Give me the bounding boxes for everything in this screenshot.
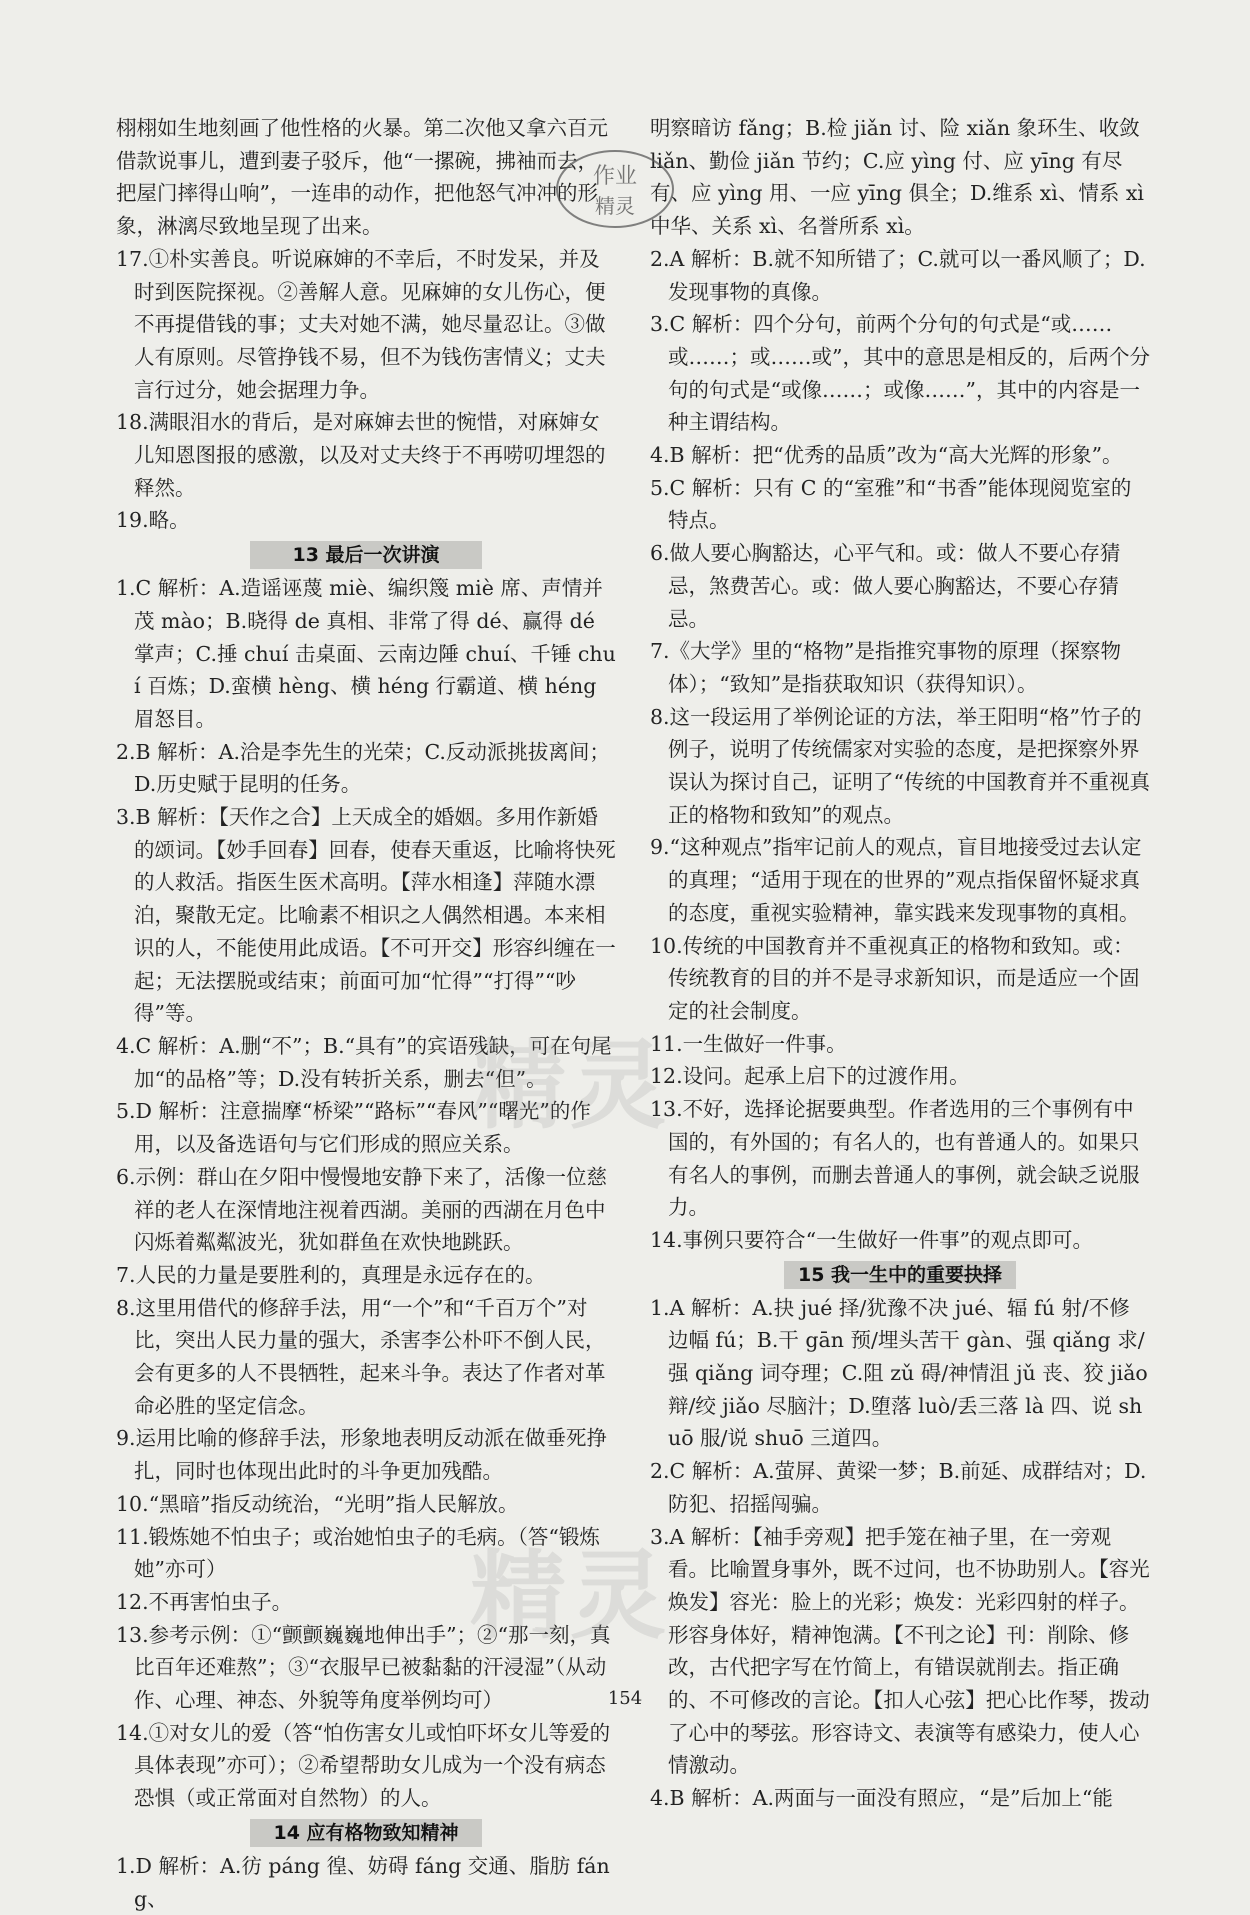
answer-13-7: 7.人民的力量是要胜利的，真理是永远存在的。 (116, 1262, 546, 1287)
answer-14-2: 2.A 解析：B.就不知所错了；C.就可以一番风顺了；D.发现事物的真像。 (650, 246, 1146, 304)
answer-13-5: 5.D 解析：注意揣摩“桥梁”“路标”“春风”“曙光”的作用，以及备选语句与它们形成的照应关系。 (116, 1099, 591, 1157)
answer-13-14: 14.①对女儿的爱（答“怕伤害女儿或怕吓坏女儿等爱的具体表现”亦可）；②希望帮助女儿成为一个没有病态恐惧（或正常面对自然物）的人。 (116, 1720, 611, 1811)
answer-14-10: 10.传统的中国教育并不重视真正的格物和致知。或：传统教育的目的并不是寻求新知识，而是适应一个固定的社会制度。 (650, 933, 1140, 1023)
answer-19: 19.略。 (116, 508, 190, 533)
answer-14-9: 9.“这种观点”指牢记前人的观点，盲目地接受过去认定的真理；“适用于现在的世界的”观点指保留怀疑求真的态度，重视实验精神，靠实践来发现事物的真相。 (650, 835, 1142, 925)
answer-14-13: 13.不好，选择论据要典型。作者选用的三个事例有中国的，有外国的；有名人的，也有普通人的。如果只有名人的事例，而删去普通人的事例，就会缺乏说服力。 (650, 1097, 1140, 1220)
answer-13-10: 10.“黑暗”指反动统治，“光明”指人民解放。 (116, 1491, 519, 1516)
answer-15-2: 2.C 解析：A.萤屏、黄梁一梦；B.前延、成群结对；D.防犯、招摇闯骗。 (650, 1459, 1147, 1516)
answer-14-7: 7.《大学》里的“格物”是指推究事物的原理（探察物体）；“致知”是指获取知识（获得知识）。 (650, 639, 1122, 696)
section-header-13: 13 最后一次讲演 (250, 541, 482, 569)
right-column (650, 112, 1155, 1815)
answer-13-2: 2.B 解析：A.洽是李先生的光荣；C.反动派挑拔离间；D.历史赋于昆明的任务。 (116, 739, 610, 797)
watermark-text-1: 精灵 (470, 1030, 670, 1142)
answer-13-1: 1.C 解析：A.造谣诬蔑 miè、编织篾 miè 席、声情并茂 mào；B.晓得 de 真相、非常了得 dé、赢得 dé 掌声；C.捶 chuí 击桌面、云南边陲 chuí、千锤 chuí 百炼；D.蛮横 hèng、横 héng 行霸道、横 héng 眉怒目。 (116, 576, 616, 731)
stamp-text-top: 作业 (592, 164, 638, 189)
answer-13-12: 12.不再害怕虫子。 (116, 1589, 293, 1614)
answer-14-14: 14.事例只要符合“一生做好一件事”的观点即可。 (650, 1227, 1094, 1252)
answer-14-11: 11.一生做好一件事。 (650, 1031, 847, 1056)
answer-13-8: 8.这里用借代的修辞手法，用“一个”和“千百万个”对比，突出人民力量的强大，杀害李公朴吓不倒人民，会有更多的人不畏牺牲，起来斗争。表达了作者对革命必胜的坚定信念。 (116, 1295, 606, 1418)
answer-14-3: 3.C 解析：四个分句，前两个分句的句式是“或……或……；或……或”，其中的意思是相反的，后两个分句的句式是“或像……；或像……”，其中的内容是一种主谓结构。 (650, 312, 1150, 435)
answer-13-9: 9.运用比喻的修辞手法，形象地表明反动派在做垂死挣扎，同时也体现出此时的斗争更加残酷。 (116, 1426, 608, 1484)
answer-14-12: 12.设问。起承上启下的过渡作用。 (650, 1064, 970, 1089)
section-header-14: 14 应有格物致知精神 (250, 1819, 482, 1847)
answer-15-4: 4.B 解析：A.两面与一面没有照应，“是”后加上“能 (650, 1786, 1113, 1811)
answer-14-1: 1.D 解析：A.彷 páng 徨、妨碍 fáng 交通、脂肪 fáng、 (116, 1853, 610, 1911)
answer-13-13: 13.参考示例：①“颤颤巍巍地伸出手”；②“那一刻，真比百年还难熬”；③“衣服早已被黏黏的汗浸湿”（从动作、心理、神态、外貌等角度举例均可） (116, 1622, 611, 1713)
page-number: 154 (607, 1688, 643, 1709)
watermark-stamp-icon (550, 143, 680, 235)
answer-13-6: 6.示例：群山在夕阳中慢慢地安静下来了，活像一位慈祥的老人在深情地注视着西湖。美丽的西湖在月色中闪烁着粼粼波光，犹如群鱼在欢快地跳跃。 (116, 1164, 608, 1255)
answer-14-5: 5.C 解析：只有 C 的“室雅”和“书香”能体现阅览室的特点。 (650, 475, 1132, 533)
stamp-text-bottom: 精灵 (595, 194, 635, 218)
answer-14-8: 8.这一段运用了举例论证的方法，举王阳明“格”竹子的例子，说明了传统儒家对实验的态度，是把探察外界误认为探讨自己，证明了“传统的中国教育并不重视真正的格物和致知”的观点。 (650, 704, 1150, 827)
answer-14-6: 6.做人要心胸豁达，心平气和。或：做人不要心存猜忌，煞费苦心。或：做人要心胸豁达，不要心存猜忌。 (650, 541, 1121, 631)
answer-17: 17.①朴实善良。听说麻婶的不幸后，不时发呆，并及时到医院探视。②善解人意。见麻婶的女儿伤心，便不再提借钱的事；丈夫对她不满，她尽量忍让。③做人有原则。尽管挣钱不易，但不为钱伤害情义；丈夫言行过分，她会据理力争。 (116, 246, 606, 402)
answer-14-4: 4.B 解析：把“优秀的品质”改为“高大光辉的形象”。 (650, 443, 1123, 468)
right-intro-text: 明察暗访 fǎng；B.检 jiǎn 讨、险 xiǎn 象环生、收敛 liǎn、勤俭 jiǎn 节约；C.应 yìng 付、应 yīng 有尽有、应 yìng 用、一应 yīng 俱全；D.维系 xì、情系 xì 中华、关系 xì、名誉所系 xì。 (650, 116, 1151, 239)
watermark-text-2: 精灵 (470, 1540, 670, 1652)
answer-13-3: 3.B 解析：【天作之合】上天成全的婚姻。多用作新婚的颂词。【妙手回春】回春，使春天重返，比喻将快死的人救活。指医生医术高明。【萍水相逢】萍随水漂泊，聚散无定。比喻素不相识之人偶然相遇。本来相识的人，不能使用此成语。【不可开交】形容纠缠在一起；无法摆脱或结束；前面可加“忙得”“打得”“吵得”等。 (116, 805, 616, 1026)
left-intro-text: 栩栩如生地刻画了他性格的火暴。第二次他又拿六百元借款说事儿，遭到妻子驳斥，他“一摞碗，拂袖而去，把屋门摔得山响”，一连串的动作，把他怒气冲冲的形象，淋漓尽致地呈现了出来。 (116, 116, 608, 239)
answer-15-1: 1.A 解析：A.抉 jué 择/犹豫不决 jué、辐 fú 射/不修边幅 fú；B.干 gān 预/埋头苦干 gàn、强 qiǎng 求/强 qiǎng 词夺理；C.阻 zǔ 碍/神情沮 jǔ 丧、狡 jiǎo 辩/绞 jiǎo 尽脑汁；D.堕落 luò/丢三落 là 四、说 shuō 服/说 shuō 三道四。 (650, 1295, 1155, 1451)
answer-15-3: 3.A 解析：【袖手旁观】把手笼在袖子里，在一旁观看。比喻置身事外，既不过问，也不协助别人。【容光焕发】容光：脸上的光彩；焕发：光彩四射的样子。形容身体好，精神饱满。【不刊之论】刊：削除、修改，古代把字写在竹简上，有错误就削去。指正确的、不可修改的言论。【扣人心弦】把心比作琴，拨动了心中的琴弦。形容诗文、表演等有感染力，使人心情激动。 (650, 1524, 1150, 1778)
section-header-15: 15 我一生中的重要抉择 (784, 1261, 1016, 1289)
answer-18: 18.满眼泪水的背后，是对麻婶去世的惋惜，对麻婶女儿知恩图报的感激，以及对丈夫终于不再唠叨埋怨的释然。 (116, 410, 606, 500)
answer-13-11: 11.锻炼她不怕虫子；或治她怕虫子的毛病。（答“锻炼她”亦可） (116, 1524, 600, 1582)
answer-13-4: 4.C 解析：A.删“不”；B.“具有”的宾语残缺，可在句尾加“的品格”等；D.没有转折关系，删去“但”。 (116, 1033, 612, 1091)
